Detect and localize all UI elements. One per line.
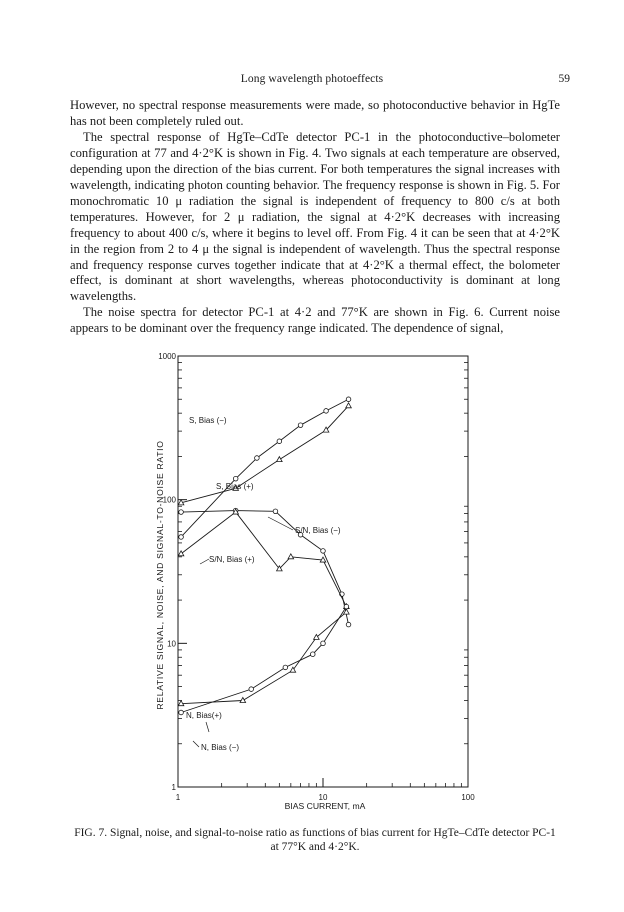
- annotation-leader-n-neg: [193, 741, 199, 747]
- annotation-s-bias-pos: S, Bias (+): [216, 482, 254, 491]
- paragraph-1: However, no spectral response measurements were made, so photoconductive behavior in HgTe has not been completely ruled out.: [70, 98, 560, 128]
- data-point-circle: [277, 439, 282, 444]
- body-text: [70, 98, 560, 337]
- x-tick-label: 10: [318, 793, 328, 802]
- y-tick-label: 100: [162, 495, 176, 505]
- data-point-circle: [324, 409, 329, 414]
- y-tick-label: 1: [171, 783, 176, 792]
- data-point-circle: [273, 509, 278, 514]
- data-point-triangle: [288, 554, 294, 559]
- data-point-triangle: [346, 403, 352, 408]
- chart-series: [178, 397, 351, 715]
- annotation-sn-bias-pos: S/N, Bias (+): [209, 555, 255, 564]
- annotation-leader-n-pos: [206, 722, 209, 732]
- annotation-n-bias-neg: N, Bias (−): [201, 743, 240, 752]
- data-point-circle: [283, 665, 288, 670]
- data-point-circle: [179, 710, 184, 715]
- data-point-triangle: [178, 551, 184, 556]
- x-axis-label: BIAS CURRENT, mA: [284, 801, 366, 811]
- signal-noise-chart: [0, 350, 624, 820]
- data-point-triangle: [277, 457, 283, 462]
- data-point-circle: [321, 641, 326, 646]
- annotation-sn-bias-neg: S/N, Bias (−): [295, 526, 341, 535]
- series-line-5: [181, 607, 346, 713]
- figure-7: [0, 350, 624, 820]
- y-tick-label: 1000: [158, 352, 176, 361]
- data-point-circle: [233, 476, 238, 481]
- y-tick-label: 10: [167, 639, 176, 649]
- data-point-circle: [346, 397, 351, 402]
- series-line-4: [181, 612, 346, 704]
- x-tick-label: 100: [461, 793, 475, 802]
- data-point-circle: [255, 456, 260, 461]
- data-point-triangle: [314, 634, 320, 639]
- annotation-s-bias-neg: S, Bias (−): [189, 416, 227, 425]
- paragraph-2: The spectral response of HgTe–CdTe detector PC-1 in the photoconductive–bolometer configuration at 77 and 4·2°K is shown in Fig. 4. Two signals at each temperature are observed, depending upon the direction of the bias current. For both temperatures the signal increases with wavelength, indicating photon counting behavior. The frequency response is shown in Fig. 5. For monochromatic 10 μ radiation the signal is independent of frequency to 800 c/s at both temperatures. However, for 2 μ radiation, the signal at 4·2°K decreases with increasing frequency to about 400 c/s, where it begins to level off. From Fig. 4 it can be seen that at 4·2°K in the region from 2 to 4 μ the signal is independent of wavelength. Thus the spectral response and frequency response curves together indicate that at 4·2°K a thermal effect, the bolometer effect, is dominant at short wavelengths, whereas photoconductivity is dominant at long wavelengths.: [70, 129, 560, 304]
- x-tick-label: 1: [175, 793, 181, 802]
- data-point-circle: [321, 549, 326, 554]
- annotation-leader-sn-neg: [268, 517, 293, 530]
- page-number: 59: [558, 73, 570, 85]
- annotation-leader-sn-pos: [200, 559, 209, 564]
- data-point-circle: [310, 652, 315, 657]
- data-point-circle: [344, 604, 349, 609]
- chart-labels: [155, 416, 366, 811]
- data-point-circle: [179, 510, 184, 515]
- running-title: Long wavelength photoeffects: [240, 73, 384, 85]
- figure-caption: FIG. 7. Signal, noise, and signal-to-noise ratio as functions of bias current for HgTe–CdTe detector PC-1 at 77°K and 4·2°K.: [74, 827, 556, 853]
- data-point-triangle: [240, 698, 246, 703]
- data-point-circle: [249, 687, 254, 692]
- paragraph-3: The noise spectra for detector PC-1 at 4·2 and 77°K are shown in Fig. 6. Current noise appears to be dominant over the frequency range indicated. The dependence of signal,: [70, 305, 560, 336]
- y-axis-label: RELATIVE SIGNAL, NOISE, AND SIGNAL-TO-NOISE RATIO: [155, 440, 165, 710]
- data-point-circle: [179, 535, 184, 540]
- data-point-circle: [298, 423, 303, 428]
- annotation-n-bias-pos: N, Bias(+): [186, 711, 222, 720]
- data-point-circle: [346, 622, 351, 627]
